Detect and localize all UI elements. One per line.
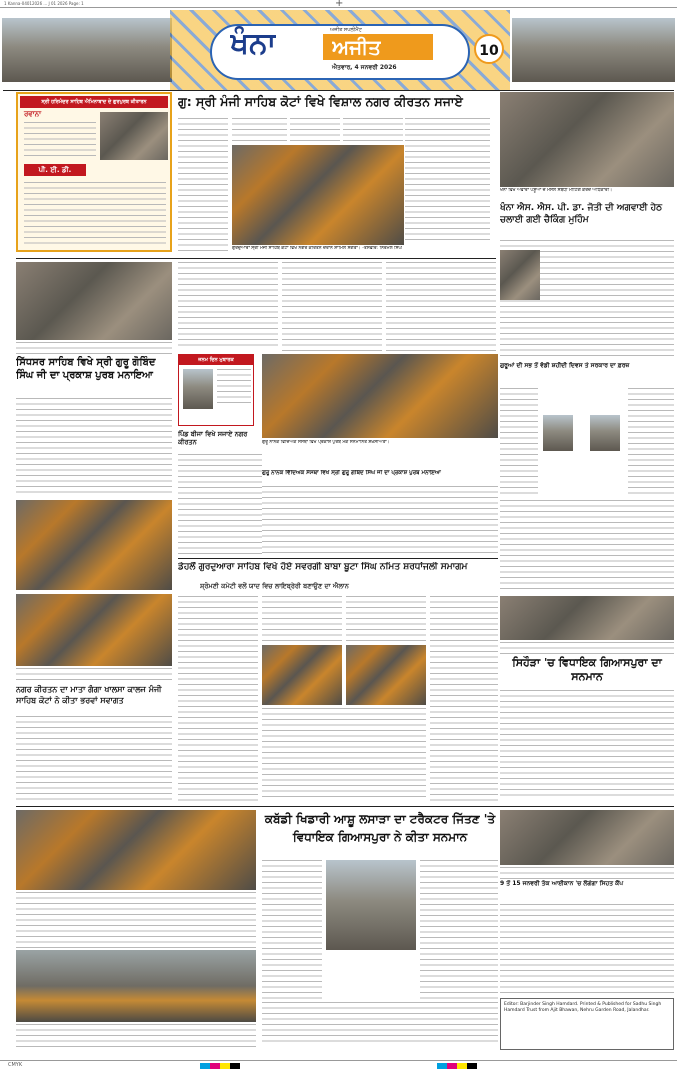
right-mid-headline: ਗੁਰੂਆਂ ਦੀ ਸਭ ਤੋਂ ਵੱਡੀ ਸ਼ਹੀਦੀ ਦਿਵਸ ਤੇ ਸਰਕਾਰ ਦਾ ਫ਼ਰਜ਼ [500, 362, 630, 369]
nagar-kirtan-text [16, 716, 172, 800]
center-subhead: ਗੁਰੂ ਨਾਨਕ ਵਿੱਦਿਅਕ ਸੰਸਥਾ ਵਿਖੇ ਸ੍ਰੀ ਗੁਰੂ ਗੋਬਿੰਦ ਸਿੰਘ ਜੀ ਦਾ ਪ੍ਰਕਾਸ਼ ਪੁਰਬ ਮਨਾਇਆ [262, 470, 441, 476]
imprint-box [500, 998, 674, 1050]
kabaddi-headline: ਕਬੱਡੀ ਖਿਡਾਰੀ ਆਸ਼ੂ ਲਸਾੜਾ ਦਾ ਟਰੈਕਟਰ ਜਿੱਤਣ 'ਤੇ ਵਿਧਾਇਕ ਗਿਆਸਪੁਰਾ ਨੇ ਕੀਤਾ ਸਨਮਾਨ [264, 812, 496, 844]
color-swatch [200, 1063, 240, 1069]
sidhsar-headline: ਸਿੱਧਸਰ ਸਾਹਿਬ ਵਿਖੇ ਸ੍ਰੀ ਗੁਰੂ ਗੋਬਿੰਦ ਸਿੰਘ ਜੀ ਦਾ ਪ੍ਰਕਾਸ਼ ਪੁਰਬ ਮਨਾਇਆ [16, 357, 156, 381]
procession-caption [16, 668, 172, 680]
ad-badge: ਪੀ. ਈ. ਡੀ. [24, 164, 86, 176]
nagar-kirtan-headline: ਨਗਰ ਕੀਰਤਨ ਦਾ ਮਾਤਾ ਗੰਗਾ ਖਾਲਸਾ ਕਾਲਜ ਮੰਜੀ ਸਾਹਿਬ ਕੋਟਾਂ ਨੇ ਕੀਤਾ ਭਰਵਾਂ ਸਵਾਗਤ [16, 685, 162, 705]
lead-text-col1 [178, 118, 228, 253]
file-info-strip [0, 0, 677, 8]
deholi-text-b [262, 596, 342, 641]
right-lower-caption [500, 867, 674, 879]
sidhsar-procession-photo [16, 500, 172, 590]
sihora-text [500, 690, 674, 800]
crop-mark: + [335, 0, 344, 9]
lower-left-caption-1 [16, 892, 256, 948]
kabaddi-text-a [262, 860, 322, 1000]
lower-left-photo-2 [16, 950, 256, 1022]
birthday-title: ਜਨਮ ਦਿਨ ਮੁਬਾਰਕ [179, 355, 253, 365]
kabaddi-text-c [262, 1002, 498, 1046]
sidhsar-text [16, 398, 172, 496]
kabaddi-photo [326, 860, 416, 950]
right-mid-text-b [628, 388, 674, 498]
sidhsar-caption [16, 342, 172, 354]
masthead [0, 10, 677, 90]
imprint-text: Editor: Barjinder Singh Hamdard. Printed & Published for Sadhu Singh Hamdard Trust from Ajit Bhawan, Nehru Garden Road, Jalandhar. [504, 1002, 662, 1013]
deholi-photo-2 [346, 645, 426, 705]
city-name: ਖੰਨਾ [230, 26, 277, 61]
right-top-caption: ਖੰਨਾ ਵਿਖੇ ਅਵਾਰਾ ਪਸ਼ੂਆਂ ਦੇ ਮਸਲੇ ਸਬੰਧੀ ਮੀਟਿੰਗ ਕਰਦੇ ਅਧਿਕਾਰੀ। [500, 188, 613, 193]
lower-left-caption-2 [16, 1024, 256, 1048]
procession-photo [16, 594, 172, 666]
right-mid-text-a [500, 388, 538, 498]
right-top-inset-photo [500, 250, 540, 300]
ad-text [24, 122, 96, 160]
page-number: 10 [474, 34, 504, 64]
lead-photo [232, 145, 404, 245]
masthead-rule [3, 90, 674, 91]
right-lower-headline: 9 ਤੋਂ 15 ਜਨਵਰੀ ਤੱਕ ਆਈਕਾਨ 'ਚ ਲੱਗੇਗਾ ਸਿਹਤ ਕੈਂਪ [500, 880, 624, 887]
lower-left-photo-1 [16, 810, 256, 890]
center-text-c [386, 262, 496, 352]
left-ad [16, 92, 172, 252]
color-bar [0, 1060, 677, 1070]
sidhsar-photo [16, 262, 172, 340]
masthead-right-photo [512, 18, 675, 82]
deholi-text-a [178, 596, 258, 801]
deholi-text-lower [262, 708, 426, 800]
center-text-lower [262, 486, 498, 556]
deholi-text-c [346, 596, 426, 641]
deholi-photo-1 [262, 645, 342, 705]
sihora-headline: ਸਿਹੌੜਾ 'ਚ ਵਿਧਾਇਕ ਗਿਆਸਪੁਰਾ ਦਾ ਸਨਮਾਨ [512, 656, 662, 683]
deholi-text-d [430, 596, 498, 801]
right-lower-photo [500, 810, 674, 865]
center-text-b [282, 262, 382, 352]
right-mid-portrait-1 [543, 415, 573, 451]
right-mid-text-top [500, 322, 674, 357]
right-mid-text-c [500, 500, 674, 590]
sihora-photo [500, 596, 674, 640]
deholi-headline: ਡੇਹਲੋਂ ਗੁਰਦੁਆਰਾ ਸਾਹਿਬ ਵਿਖੇ ਹੋਏ ਸਵਰਗੀ ਬਾਬਾ ਬੂਟਾ ਸਿੰਘ ਨਮਿਤ ਸ਼ਰਧਾਂਜਲੀ ਸਮਾਗਮ [178, 562, 468, 572]
birthday-subhead: ਪਿੰਡ ਬੀਜਾ ਵਿਖੇ ਸਜਾਏ ਨਗਰ ਕੀਰਤਨ [178, 430, 248, 446]
birthday-text-lower [178, 454, 262, 554]
sihora-caption [500, 642, 674, 654]
birthday-text [217, 369, 251, 405]
kabaddi-text-b [420, 860, 498, 1000]
file-info: 1 Kanna-04012026 ... J 01 2026 Page: 1 [4, 1, 84, 6]
color-swatch-2 [437, 1063, 477, 1069]
lead-caption: ਗੁਰਦੁਆਰਾ ਸ੍ਰੀ ਮੰਜੀ ਸਾਹਿਬ ਕੋਟਾਂ ਵਿਖੇ ਨਗਰ ਕੀਰਤਨ ਦੌਰਾਨ ਸ਼ਾਮਿਲ ਸੰਗਤਾਂ। -ਤਸਵੀਰ: ਨਿਰਮਲ ਸਿੰਘ [232, 246, 402, 251]
section-rule-2 [178, 558, 498, 559]
section-rule-3 [16, 806, 674, 807]
ad-title: ਸ੍ਰੀ ਹਰਿਮੰਦਰ ਸਾਹਿਬ ਐਮਿਨਾਬਾਦ ਦੇ ਗੁਰਪੁਰਬ ਕੀਤਾਰਨ [20, 96, 168, 108]
ad-subtitle: ਰਵਾਨਾ [24, 110, 42, 118]
color-bar-label: CMYK [8, 1062, 23, 1068]
section-rule-1 [16, 258, 496, 259]
center-text-a [178, 262, 278, 350]
right-top-photo [500, 92, 674, 187]
center-photo [262, 354, 498, 438]
masthead-left-photo [2, 18, 172, 82]
ad-body [24, 182, 166, 248]
masthead-tagline: ਅਜੀਤ ਸਪਲੀਮੈਂਟ [330, 27, 362, 33]
right-lower-text [500, 904, 674, 994]
paper-name: ਅਜੀਤ [332, 35, 382, 59]
lead-text-col5 [405, 118, 490, 243]
right-mid-portrait-2 [590, 415, 620, 451]
birthday-box [178, 354, 254, 426]
deholi-subhead: ਸ਼੍ਰੋਮਣੀ ਕਮੇਟੀ ਵਲੋਂ ਯਾਦ ਵਿਚ ਲਾਇਬ੍ਰੇਰੀ ਬਣਾਉਣ ਦਾ ਐਲਾਨ [200, 582, 349, 590]
ad-photo [100, 112, 168, 160]
birthday-photo [183, 369, 213, 409]
right-top-headline: ਖੰਨਾ ਐਸ. ਐਸ. ਪੀ. ਡਾ. ਜੋਤੀ ਦੀ ਅਗਵਾਈ ਹੇਠ ਚਲਾਈ ਗਈ ਚੈਕਿੰਗ ਮੁਹਿੰਮ [500, 203, 663, 225]
lead-headline: ਗੁ: ਸ੍ਰੀ ਮੰਜੀ ਸਾਹਿਬ ਕੋਟਾਂ ਵਿਖੇ ਵਿਸ਼ਾਲ ਨਗਰ ਕੀਰਤਨ ਸਜਾਏ [178, 94, 463, 109]
masthead-date: ਐਤਵਾਰ, 4 ਜਨਵਰੀ 2026 [332, 64, 397, 71]
lead-text-col3 [290, 118, 340, 148]
center-caption: ਗੁਰੂ ਨਾਨਕ ਵਿੱਦਿਅਕ ਸੰਸਥਾ ਵਿਖੇ ਪ੍ਰਕਾਸ਼ ਪੁਰਬ ਮੌਕੇ ਸਨਮਾਨਿਤ ਸ਼ਖ਼ਸੀਅਤਾਂ। [262, 440, 390, 445]
lead-text-col4 [343, 118, 403, 148]
